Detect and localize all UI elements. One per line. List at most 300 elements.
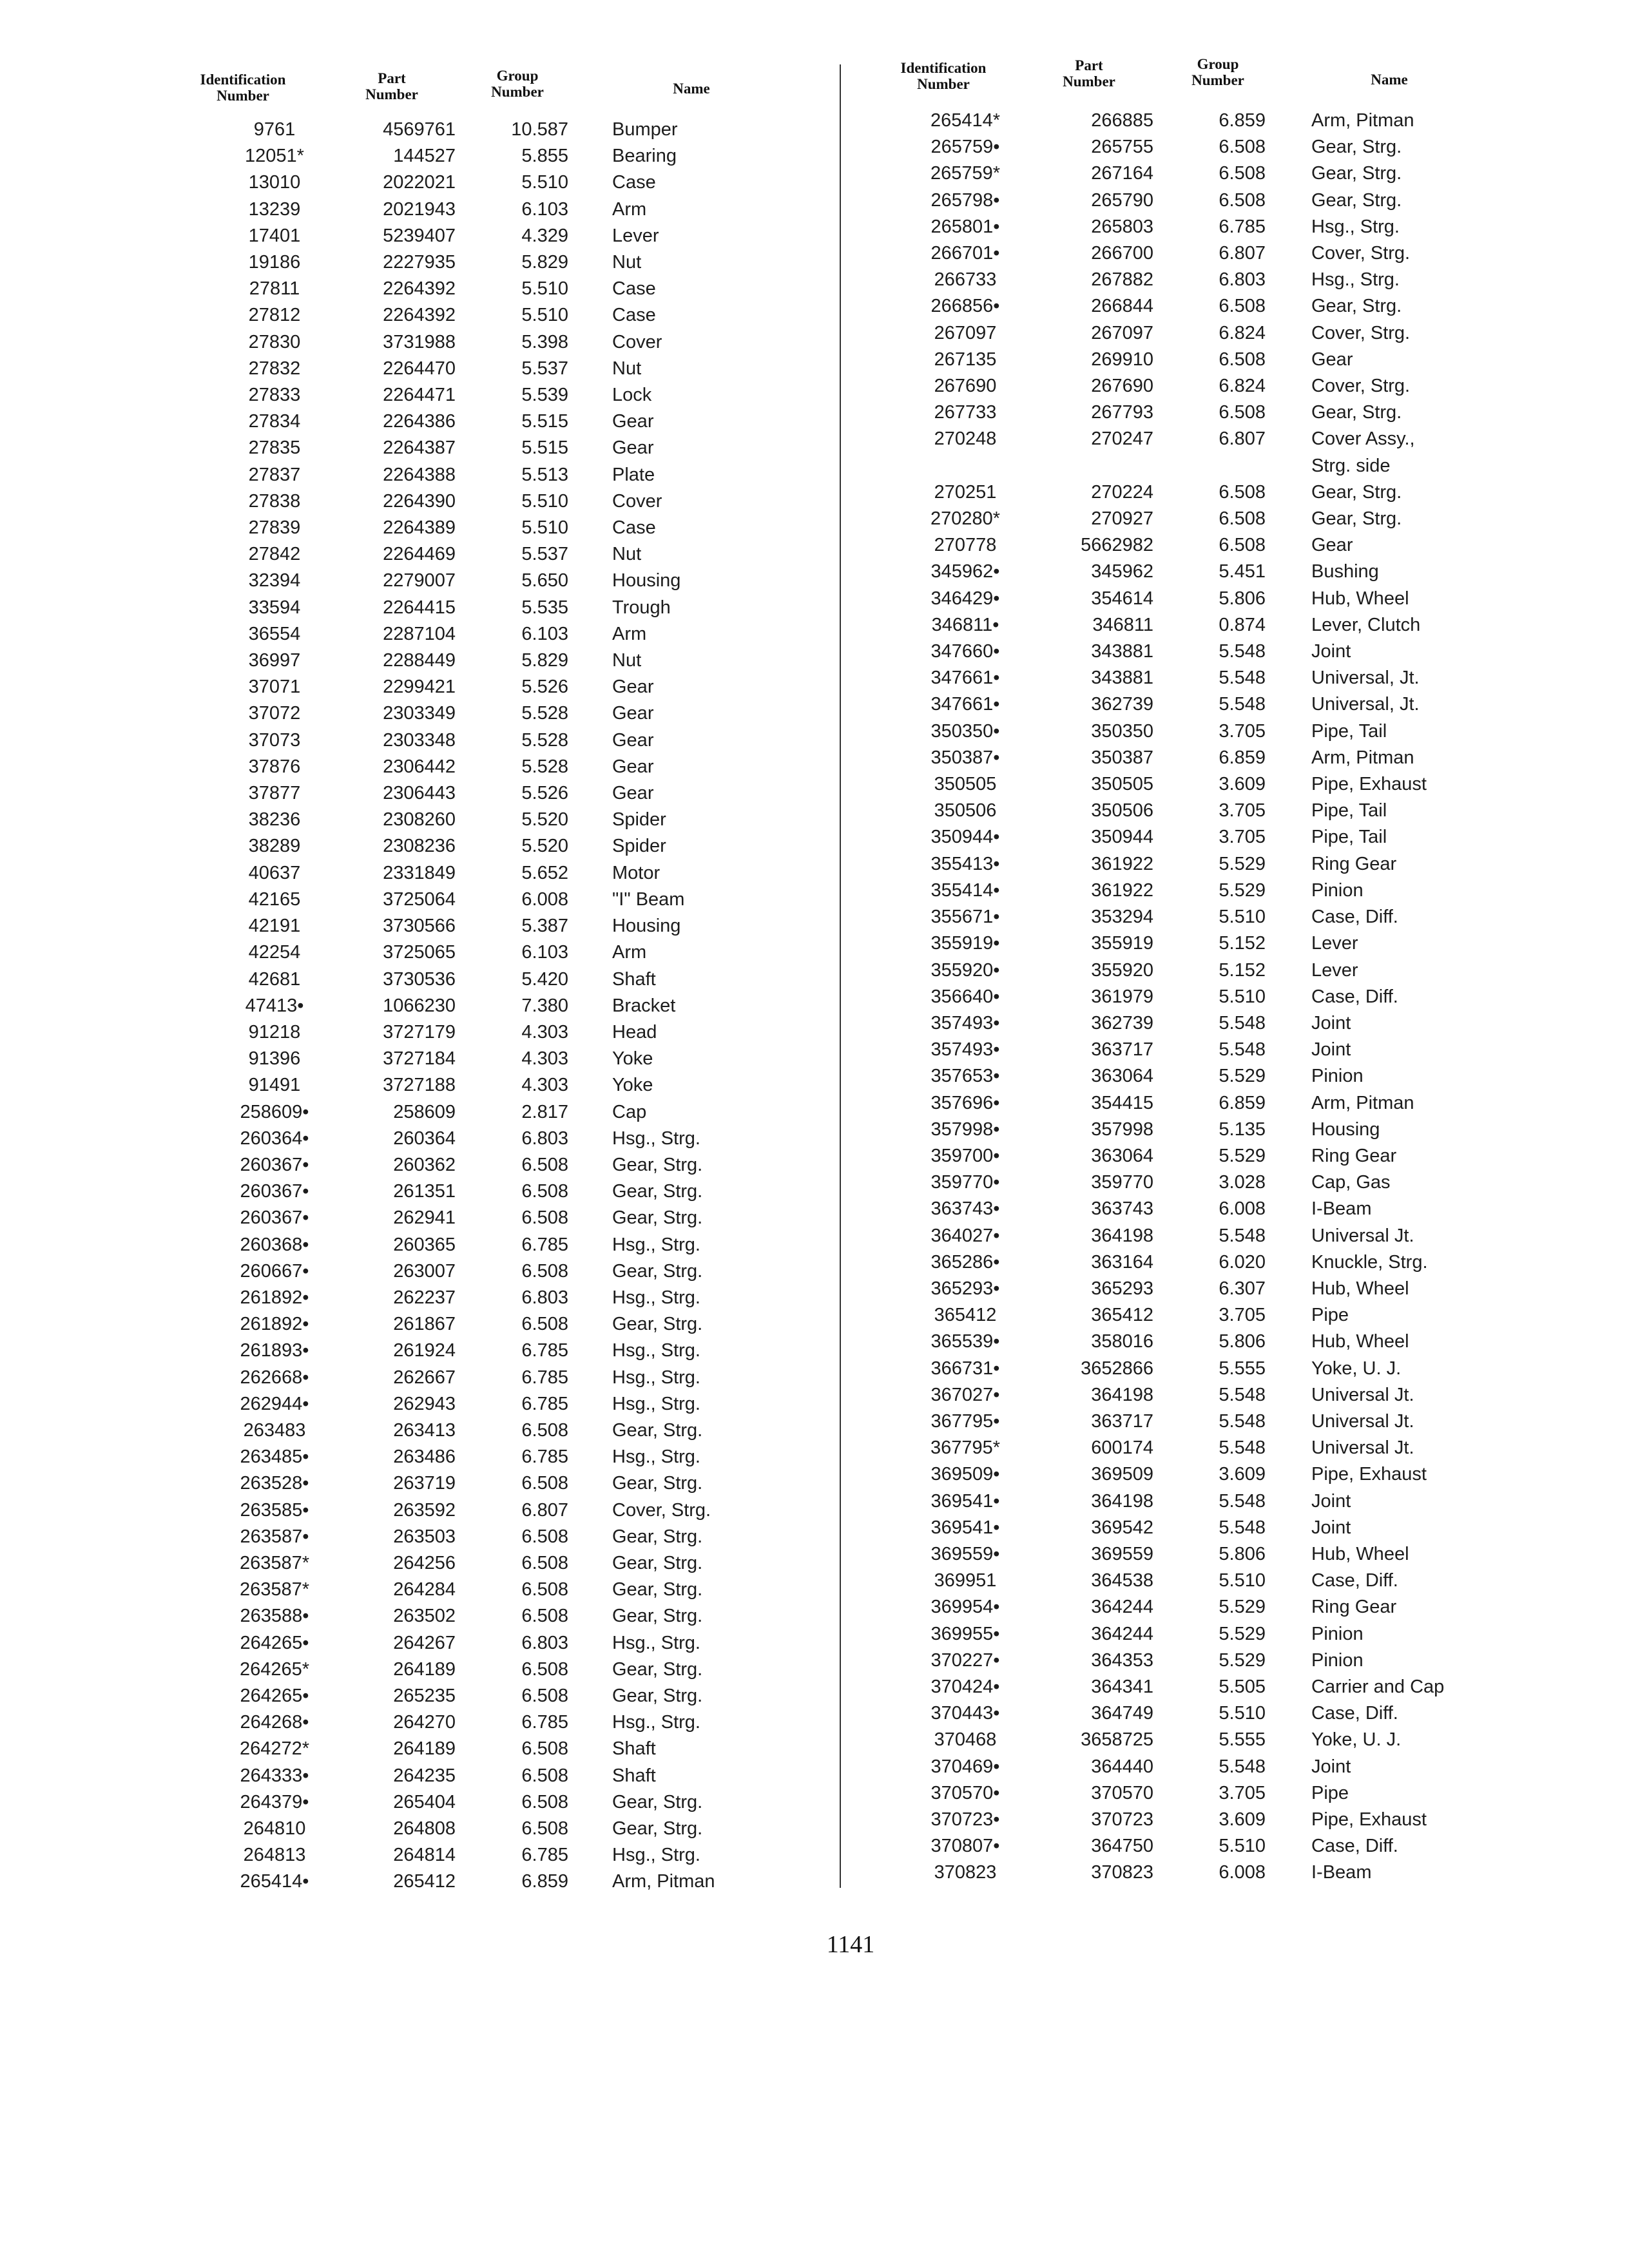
identification-number-cell: 363743• bbox=[930, 1198, 1000, 1220]
group-number-cell: 5.513 bbox=[521, 464, 568, 485]
name-cell: Hsg., Strg. bbox=[612, 1845, 700, 1866]
name-cell: Pipe, Exhaust bbox=[1311, 774, 1427, 795]
identification-number-cell: 261892• bbox=[240, 1314, 309, 1335]
group-number-cell: 6.508 bbox=[1219, 296, 1266, 317]
name-cell: Knuckle, Strg. bbox=[1311, 1251, 1428, 1273]
table-row bbox=[0, 240, 1629, 267]
group-number-cell: 5.510 bbox=[521, 305, 568, 326]
part-number-cell: 2021943 bbox=[383, 198, 456, 220]
group-number-cell: 5.806 bbox=[1219, 1543, 1266, 1564]
table-row bbox=[0, 1727, 1629, 1753]
name-cell: Gear bbox=[612, 411, 654, 432]
group-number-cell: 6.785 bbox=[1219, 216, 1266, 237]
group-number-cell: 6.859 bbox=[1219, 110, 1266, 131]
group-number-cell: 6.103 bbox=[521, 198, 568, 220]
name-cell: Shaft bbox=[612, 1738, 656, 1760]
part-number-cell: 361922 bbox=[1091, 853, 1153, 874]
part-number-cell: 266885 bbox=[1091, 110, 1153, 131]
name-cell: Joint bbox=[1311, 1756, 1351, 1777]
identification-number-cell: 264379• bbox=[240, 1791, 309, 1812]
group-number-cell: 6.785 bbox=[521, 1845, 568, 1866]
table-row bbox=[0, 293, 1629, 320]
name-cell: Gear bbox=[612, 756, 654, 777]
group-number-cell: 5.420 bbox=[521, 968, 568, 990]
identification-number-cell: 264810 bbox=[243, 1818, 306, 1839]
identification-number-cell: 369954• bbox=[930, 1597, 1000, 1618]
name-cell: Gear, Strg. bbox=[612, 1181, 703, 1202]
identification-number-cell: 350505 bbox=[934, 774, 997, 795]
part-number-cell: 263413 bbox=[393, 1419, 456, 1441]
table-row bbox=[0, 1196, 1629, 1222]
part-number-cell: 264189 bbox=[393, 1738, 456, 1760]
identification-number-cell: 17401 bbox=[248, 225, 301, 246]
table-row bbox=[0, 1408, 1629, 1435]
table-row bbox=[0, 134, 1629, 160]
left-header-identification-number: Identification Number bbox=[200, 72, 286, 104]
group-number-cell: 6.508 bbox=[521, 1473, 568, 1494]
part-number-cell: 267690 bbox=[1091, 376, 1153, 397]
group-number-cell: 6.785 bbox=[521, 1367, 568, 1388]
identification-number-cell: 365412 bbox=[934, 1305, 997, 1326]
group-number-cell: 5.152 bbox=[1219, 933, 1266, 954]
group-number-cell: 5.529 bbox=[1219, 1145, 1266, 1166]
group-number-cell: 6.807 bbox=[521, 1499, 568, 1521]
name-cell: Bracket bbox=[612, 995, 676, 1016]
name-cell: Hsg., Strg. bbox=[612, 1340, 700, 1361]
part-number-cell: 3731988 bbox=[383, 331, 456, 352]
identification-number-cell: 27835 bbox=[248, 437, 301, 459]
part-number-cell: 264270 bbox=[393, 1712, 456, 1733]
identification-number-cell: 91491 bbox=[248, 1075, 301, 1096]
part-number-cell: 2308236 bbox=[383, 836, 456, 857]
name-cell: Cap, Gas bbox=[1311, 1172, 1391, 1193]
name-cell: Ring Gear bbox=[1311, 1145, 1397, 1166]
table-row bbox=[0, 1435, 1629, 1461]
part-number-cell: 355920 bbox=[1091, 959, 1153, 981]
part-number-cell: 358016 bbox=[1091, 1331, 1153, 1352]
part-number-cell: 264189 bbox=[393, 1658, 456, 1680]
group-number-cell: 6.508 bbox=[521, 1606, 568, 1627]
name-cell: Shaft bbox=[612, 968, 656, 990]
name-cell: Ring Gear bbox=[1311, 853, 1397, 874]
group-number-cell: 5.529 bbox=[1219, 1649, 1266, 1671]
name-cell: Arm bbox=[612, 623, 647, 644]
group-number-cell: 10.587 bbox=[511, 119, 568, 140]
part-number-cell: 2306443 bbox=[383, 783, 456, 804]
name-cell: Gear, Strg. bbox=[612, 1314, 703, 1335]
name-cell: Pipe, Tail bbox=[1311, 800, 1387, 822]
name-cell: Gear bbox=[1311, 349, 1353, 370]
part-number-cell: 261867 bbox=[393, 1314, 456, 1335]
name-cell: Gear, Strg. bbox=[612, 1791, 703, 1812]
part-number-cell: 361922 bbox=[1091, 879, 1153, 901]
identification-number-cell: 37877 bbox=[248, 783, 301, 804]
table-row bbox=[0, 824, 1629, 850]
identification-number-cell: 357493• bbox=[930, 1012, 1000, 1033]
table-row bbox=[0, 479, 1629, 506]
identification-number-cell: 370723• bbox=[930, 1809, 1000, 1830]
name-cell: I-Beam bbox=[1311, 1198, 1372, 1220]
table-row bbox=[0, 930, 1629, 957]
group-number-cell: 5.806 bbox=[1219, 1331, 1266, 1352]
group-number-cell: 5.510 bbox=[1219, 1570, 1266, 1591]
identification-number-cell: 32394 bbox=[248, 570, 301, 591]
table-row bbox=[0, 187, 1629, 214]
group-number-cell: 3.609 bbox=[1219, 1809, 1266, 1830]
group-number-cell: 3.028 bbox=[1219, 1172, 1266, 1193]
part-number-cell: 2288449 bbox=[383, 650, 456, 671]
group-number-cell: 0.874 bbox=[1219, 614, 1266, 635]
name-cell: Bearing bbox=[612, 146, 677, 167]
table-row bbox=[0, 1488, 1629, 1515]
group-number-cell: 5.510 bbox=[521, 517, 568, 539]
group-number-cell: 6.307 bbox=[1219, 1278, 1266, 1299]
part-number-cell: 364244 bbox=[1091, 1597, 1153, 1618]
part-number-cell: 365412 bbox=[1091, 1305, 1153, 1326]
group-number-cell: 5.528 bbox=[521, 703, 568, 724]
part-number-cell: 364198 bbox=[1091, 1225, 1153, 1246]
group-number-cell: 3.705 bbox=[1219, 1305, 1266, 1326]
group-number-cell: 5.529 bbox=[1219, 1623, 1266, 1644]
part-number-cell: 2264392 bbox=[383, 278, 456, 300]
table-row bbox=[0, 1621, 1629, 1648]
identification-number-cell: 19186 bbox=[248, 252, 301, 273]
identification-number-cell: 264265* bbox=[239, 1658, 310, 1680]
identification-number-cell: 350506 bbox=[934, 800, 997, 822]
group-number-cell: 6.508 bbox=[521, 1552, 568, 1573]
group-number-cell: 6.859 bbox=[1219, 747, 1266, 768]
table-row bbox=[0, 745, 1629, 771]
name-cell: Nut bbox=[612, 544, 642, 565]
part-number-cell: 263719 bbox=[393, 1473, 456, 1494]
part-number-cell: 264808 bbox=[393, 1818, 456, 1839]
part-number-cell: 2264392 bbox=[383, 305, 456, 326]
group-number-cell: 6.508 bbox=[521, 1791, 568, 1812]
part-number-cell: 364749 bbox=[1091, 1703, 1153, 1724]
identification-number-cell: 265414• bbox=[240, 1871, 309, 1892]
identification-number-cell: 347661• bbox=[930, 694, 1000, 715]
identification-number-cell: 355414• bbox=[930, 879, 1000, 901]
identification-number-cell: 264265• bbox=[240, 1685, 309, 1706]
table-row bbox=[0, 1276, 1629, 1302]
table-row bbox=[0, 267, 1629, 293]
group-number-cell: 5.510 bbox=[1219, 1836, 1266, 1857]
identification-number-cell: 260364• bbox=[240, 1128, 309, 1149]
name-cell: Joint bbox=[1311, 1012, 1351, 1033]
name-cell: Gear, Strg. bbox=[612, 1154, 703, 1175]
table-row bbox=[0, 1356, 1629, 1382]
table-row bbox=[0, 426, 1629, 479]
part-number-cell: 363064 bbox=[1091, 1145, 1153, 1166]
identification-number-cell: 347660• bbox=[930, 641, 1000, 662]
identification-number-cell: 350944• bbox=[930, 827, 1000, 848]
group-number-cell: 6.803 bbox=[1219, 269, 1266, 291]
identification-number-cell: 261893• bbox=[240, 1340, 309, 1361]
group-number-cell: 5.520 bbox=[521, 836, 568, 857]
table-row bbox=[0, 506, 1629, 532]
part-number-cell: 264814 bbox=[393, 1845, 456, 1866]
part-number-cell: 265755 bbox=[1091, 137, 1153, 158]
part-number-cell: 364440 bbox=[1091, 1756, 1153, 1777]
group-number-cell: 5.510 bbox=[521, 490, 568, 512]
identification-number-cell: 47413• bbox=[245, 995, 304, 1016]
name-cell: Gear bbox=[612, 437, 654, 459]
identification-number-cell: 270251 bbox=[934, 481, 997, 503]
table-row bbox=[0, 1648, 1629, 1674]
part-number-cell: 364341 bbox=[1091, 1676, 1153, 1697]
identification-number-cell: 27811 bbox=[249, 278, 300, 300]
part-number-cell: 3727188 bbox=[383, 1075, 456, 1096]
name-cell: Universal Jt. bbox=[1311, 1384, 1414, 1405]
name-cell: Gear, Strg. bbox=[612, 1658, 703, 1680]
name-cell: Hub, Wheel bbox=[1311, 1278, 1409, 1299]
group-number-cell: 6.785 bbox=[521, 1340, 568, 1361]
part-number-cell: 600174 bbox=[1091, 1437, 1153, 1459]
part-number-cell: 261351 bbox=[393, 1181, 456, 1202]
identification-number-cell: 91218 bbox=[248, 1021, 301, 1043]
identification-number-cell: 346429• bbox=[930, 588, 1000, 609]
name-cell: Yoke bbox=[612, 1075, 653, 1096]
name-cell: Case, Diff. bbox=[1311, 1703, 1398, 1724]
part-number-cell: 260362 bbox=[393, 1154, 456, 1175]
part-number-cell: 263592 bbox=[393, 1499, 456, 1521]
identification-number-cell: 270778 bbox=[934, 535, 997, 556]
identification-number-cell: 270248 bbox=[934, 428, 997, 450]
group-number-cell: 6.508 bbox=[521, 1207, 568, 1229]
table-row bbox=[0, 532, 1629, 559]
part-number-cell: 5239407 bbox=[383, 225, 456, 246]
group-number-cell: 6.103 bbox=[521, 942, 568, 963]
identification-number-cell: 36997 bbox=[248, 650, 301, 671]
name-cell: Lock bbox=[612, 385, 652, 406]
name-cell: Pinion bbox=[1311, 1066, 1364, 1087]
name-cell: Cover bbox=[612, 490, 662, 512]
table-row bbox=[0, 214, 1629, 240]
identification-number-cell: 367795* bbox=[930, 1437, 1001, 1459]
part-number-cell: 270927 bbox=[1091, 508, 1153, 530]
identification-number-cell: 264265• bbox=[240, 1632, 309, 1653]
identification-number-cell: 262668• bbox=[240, 1367, 309, 1388]
part-number-cell: 263007 bbox=[393, 1260, 456, 1282]
part-number-cell: 270224 bbox=[1091, 481, 1153, 503]
group-number-cell: 5.548 bbox=[1219, 1517, 1266, 1538]
group-number-cell: 7.380 bbox=[521, 995, 568, 1016]
part-number-cell: 346811 bbox=[1092, 614, 1153, 635]
identification-number-cell: 364027• bbox=[930, 1225, 1000, 1246]
part-number-cell: 263502 bbox=[393, 1606, 456, 1627]
name-cell: Hsg., Strg. bbox=[1311, 216, 1400, 237]
left-header-part-number: Part Number bbox=[365, 70, 418, 102]
identification-number-cell: 27832 bbox=[248, 358, 301, 379]
part-number-cell: 262237 bbox=[393, 1287, 456, 1308]
identification-number-cell: 37072 bbox=[248, 703, 301, 724]
table-row bbox=[0, 1700, 1629, 1727]
right-header-name: Name bbox=[1371, 72, 1408, 88]
part-number-cell: 3727184 bbox=[383, 1048, 456, 1070]
part-number-cell: 2264471 bbox=[383, 385, 456, 406]
identification-number-cell: 9761 bbox=[253, 119, 296, 140]
name-cell: Arm, Pitman bbox=[612, 1871, 715, 1892]
name-cell: Nut bbox=[612, 252, 642, 273]
identification-number-cell: 357493• bbox=[930, 1039, 1000, 1061]
table-row bbox=[0, 1302, 1629, 1329]
part-number-cell: 262667 bbox=[393, 1367, 456, 1388]
group-number-cell: 6.103 bbox=[521, 623, 568, 644]
part-number-cell: 264235 bbox=[393, 1765, 456, 1786]
name-cell: Case, Diff. bbox=[1311, 986, 1398, 1007]
name-cell: Head bbox=[612, 1021, 657, 1043]
group-number-cell: 6.508 bbox=[521, 1658, 568, 1680]
group-number-cell: 5.548 bbox=[1219, 1410, 1266, 1432]
part-number-cell: 363164 bbox=[1091, 1251, 1153, 1273]
left-header-group-number: Group Number bbox=[491, 68, 544, 100]
name-cell: Nut bbox=[612, 358, 642, 379]
page-number: 1141 bbox=[826, 1931, 875, 1958]
identification-number-cell: 263483 bbox=[243, 1419, 306, 1441]
identification-number-cell: 369509• bbox=[930, 1464, 1000, 1485]
name-cell: Arm bbox=[612, 942, 647, 963]
part-number-cell: 370723 bbox=[1091, 1809, 1153, 1830]
part-number-cell: 364353 bbox=[1091, 1649, 1153, 1671]
part-number-cell: 2022021 bbox=[383, 172, 456, 193]
identification-number-cell: 357696• bbox=[930, 1092, 1000, 1113]
identification-number-cell: 370468 bbox=[934, 1729, 997, 1751]
group-number-cell: 6.508 bbox=[521, 1154, 568, 1175]
name-cell: Bumper bbox=[612, 119, 678, 140]
part-number-cell: 2308260 bbox=[383, 809, 456, 831]
part-number-cell: 364198 bbox=[1091, 1384, 1153, 1405]
part-number-cell: 353294 bbox=[1091, 907, 1153, 928]
name-cell: Hsg., Strg. bbox=[612, 1446, 700, 1468]
name-cell: Pinion bbox=[1311, 1623, 1364, 1644]
group-number-cell: 6.508 bbox=[1219, 189, 1266, 211]
group-number-cell: 5.548 bbox=[1219, 668, 1266, 689]
right-header-identification-number: Identification Number bbox=[900, 60, 987, 92]
part-number-cell: 350387 bbox=[1091, 747, 1153, 768]
group-number-cell: 5.387 bbox=[521, 916, 568, 937]
table-row bbox=[0, 665, 1629, 691]
name-cell: Carrier and Cap bbox=[1311, 1676, 1445, 1697]
table-row bbox=[0, 904, 1629, 930]
group-number-cell: 5.451 bbox=[1219, 561, 1266, 582]
identification-number-cell: 27833 bbox=[248, 385, 301, 406]
name-cell: Gear bbox=[612, 783, 654, 804]
identification-number-cell: 91396 bbox=[248, 1048, 301, 1070]
identification-number-cell: 266856• bbox=[930, 296, 1000, 317]
identification-number-cell: 370807• bbox=[930, 1836, 1000, 1857]
identification-number-cell: 369541• bbox=[930, 1490, 1000, 1512]
name-cell: Gear, Strg. bbox=[1311, 481, 1402, 503]
part-number-cell: 359770 bbox=[1091, 1172, 1153, 1193]
identification-number-cell: 370570• bbox=[930, 1782, 1000, 1803]
identification-number-cell: 267690 bbox=[934, 376, 997, 397]
part-number-cell: 3730536 bbox=[383, 968, 456, 990]
group-number-cell: 5.529 bbox=[1219, 1597, 1266, 1618]
identification-number-cell: 265798• bbox=[930, 189, 1000, 211]
name-cell: Case bbox=[612, 305, 656, 326]
group-number-cell: 5.510 bbox=[1219, 907, 1266, 928]
group-number-cell: 5.510 bbox=[1219, 986, 1266, 1007]
group-number-cell: 5.526 bbox=[521, 677, 568, 698]
table-row bbox=[0, 1010, 1629, 1037]
name-cell: Gear, Strg. bbox=[612, 1473, 703, 1494]
table-row bbox=[0, 639, 1629, 665]
part-number-cell: 3658725 bbox=[1081, 1729, 1153, 1751]
name-cell: Case bbox=[612, 278, 656, 300]
part-number-cell: 267793 bbox=[1091, 402, 1153, 423]
group-number-cell: 5.528 bbox=[521, 729, 568, 751]
part-number-cell: 263486 bbox=[393, 1446, 456, 1468]
group-number-cell: 6.508 bbox=[1219, 163, 1266, 184]
group-number-cell: 5.510 bbox=[521, 278, 568, 300]
identification-number-cell: 261892• bbox=[240, 1287, 309, 1308]
part-number-cell: 354415 bbox=[1091, 1092, 1153, 1113]
name-cell: Universal Jt. bbox=[1311, 1437, 1414, 1459]
table-row bbox=[0, 160, 1629, 187]
part-number-cell: 363064 bbox=[1091, 1066, 1153, 1087]
identification-number-cell: 27842 bbox=[248, 544, 301, 565]
group-number-cell: 5.555 bbox=[1219, 1358, 1266, 1379]
name-cell: Hsg., Strg. bbox=[612, 1367, 700, 1388]
part-number-cell: 2306442 bbox=[383, 756, 456, 777]
name-cell: Case bbox=[612, 172, 656, 193]
part-number-cell: 4569761 bbox=[383, 119, 456, 140]
part-number-cell: 362739 bbox=[1091, 1012, 1153, 1033]
table-row bbox=[0, 1833, 1629, 1860]
name-cell: Hub, Wheel bbox=[1311, 1543, 1409, 1564]
name-cell: Yoke, U. J. bbox=[1311, 1358, 1402, 1379]
identification-number-cell: 367795• bbox=[930, 1410, 1000, 1432]
table-row bbox=[0, 1674, 1629, 1700]
name-cell: Pinion bbox=[1311, 1649, 1364, 1671]
name-cell: Lever bbox=[1311, 959, 1358, 981]
name-cell: Arm, Pitman bbox=[1311, 110, 1414, 131]
name-cell: Gear bbox=[612, 703, 654, 724]
part-number-cell: 370570 bbox=[1091, 1782, 1153, 1803]
group-number-cell: 5.548 bbox=[1219, 694, 1266, 715]
name-cell: Pipe, Exhaust bbox=[1311, 1464, 1427, 1485]
name-cell: Hub, Wheel bbox=[1311, 1331, 1409, 1352]
identification-number-cell: 359700• bbox=[930, 1145, 1000, 1166]
name-cell: Pinion bbox=[1311, 879, 1364, 901]
group-number-cell: 5.548 bbox=[1219, 1225, 1266, 1246]
table-row bbox=[0, 1780, 1629, 1807]
name-cell: Cap bbox=[612, 1101, 647, 1122]
name-cell: Bushing bbox=[1311, 561, 1379, 582]
group-number-cell: 2.817 bbox=[521, 1101, 568, 1122]
name-cell: Arm, Pitman bbox=[1311, 1092, 1414, 1113]
right-header-part-number: Part Number bbox=[1063, 57, 1115, 90]
name-cell: Hsg., Strg. bbox=[1311, 269, 1400, 291]
identification-number-cell: 262944• bbox=[240, 1393, 309, 1414]
part-number-cell: 258609 bbox=[393, 1101, 456, 1122]
group-number-cell: 5.135 bbox=[1219, 1119, 1266, 1140]
group-number-cell: 6.508 bbox=[521, 1260, 568, 1282]
part-number-cell: 350505 bbox=[1091, 774, 1153, 795]
identification-number-cell: 369955• bbox=[930, 1623, 1000, 1644]
part-number-cell: 3725065 bbox=[383, 942, 456, 963]
part-number-cell: 364244 bbox=[1091, 1623, 1153, 1644]
name-cell: Shaft bbox=[612, 1765, 656, 1786]
part-number-cell: 270247 bbox=[1091, 428, 1153, 450]
identification-number-cell: 346811• bbox=[931, 614, 999, 635]
identification-number-cell: 347661• bbox=[930, 668, 1000, 689]
name-cell: Trough bbox=[612, 597, 671, 618]
identification-number-cell: 264268• bbox=[240, 1712, 309, 1733]
name-cell: Case, Diff. bbox=[1311, 1836, 1398, 1857]
identification-number-cell: 356640• bbox=[930, 986, 1000, 1007]
group-number-cell: 5.152 bbox=[1219, 959, 1266, 981]
